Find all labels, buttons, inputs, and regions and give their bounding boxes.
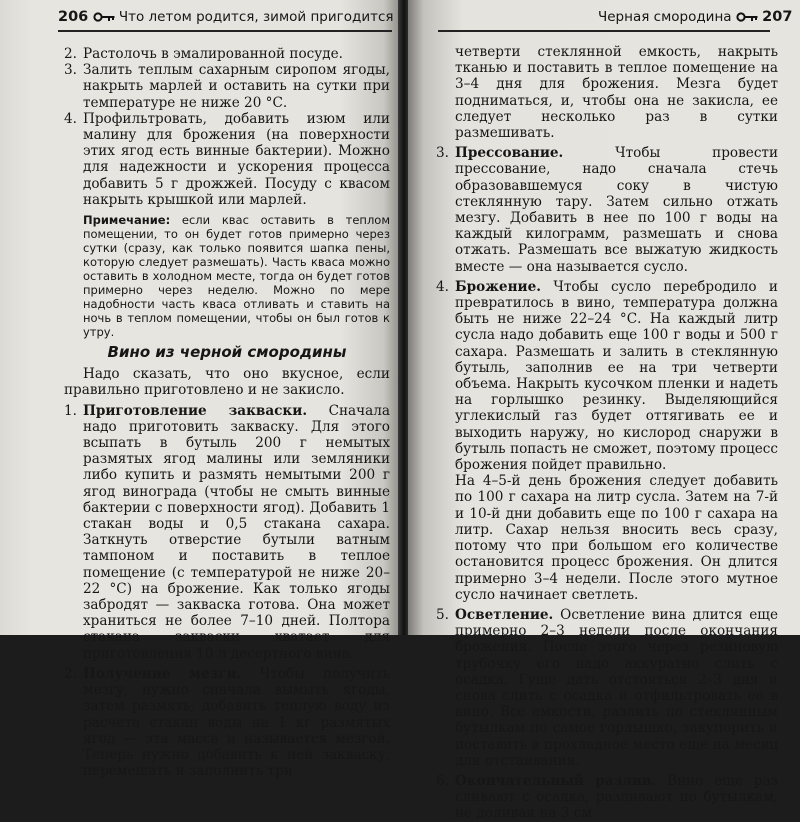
key-icon <box>93 12 115 22</box>
page-number-right: 207 <box>762 9 793 25</box>
note-label: Примечание: <box>83 213 171 228</box>
list-item: 3. Залить теплым сахарным сиропом ягоды, накрыть марлей и оставить на сутки при температуре не ниже 20 °С. <box>64 62 390 111</box>
list-item: 5. Осветление. Осветление вина длится еще примерно 2–3 недели после окончания брожения. После этого через резиновую трубочку его надо аккуратно слить с осадка. Гуще дать отстояться 2–3 дня и снова слить с осадка и отфильтровать ее в вино. Все емкости, разлить по стеклянным бутылкам по самое горлышко, закупорить и поставить в прохладное место еще на месяц для отстаивания. <box>436 606 778 769</box>
header-rule-right <box>438 30 770 32</box>
left-page <box>0 0 400 780</box>
right-page-body <box>436 44 778 822</box>
right-page <box>408 0 800 822</box>
running-head-right: Черная смородина <box>598 9 732 25</box>
continuation-paragraph: четверти стеклянной емкость, накрыть тканью и поставить в теплое помещение на 3–4 дня для брожения. Мезга будет подниматься, и, чтобы она не закисла, ее следует несколько раз в сутки размешивать. <box>455 44 778 142</box>
step-title: Окончательный разлив. <box>455 772 657 789</box>
note-block <box>64 213 390 339</box>
step-title: Приготовление закваски. <box>83 402 308 419</box>
list-item: 2. Получение мезги. Чтобы получить мезгу, нужно сначала вымыть ягоды, затем размять, добавить теплую воду из расчета стакан воды на 1 кг размятых ягод — эта масса и называется мезгой. Теперь нужно добавить к ней закваску, перемешать и заполнить три <box>64 665 391 780</box>
left-page-body <box>64 46 390 779</box>
right-running-head <box>598 9 792 25</box>
list-item: 2. Растолочь в эмалированной посуде. <box>64 46 343 62</box>
list-item: 4. Брожение. Чтобы сусло перебродило и превратилось в вино, температура должна быть не ниже 22–24 °С. На каждый литр сусла надо добавить еще 100 г воды и 500 г сахара. Размешать и залить в стеклянную бутыль, заполнив ее на три четверти объема. Накрыть кусочком пленки и надеть на горлышко резинку. Выделяющийся углекислый газ будет оттягивать ее и выходить наружу, но кислород снаружи в бутыль попасть не сможет, поэтому процесс брожения пойдет правильно. <box>436 278 778 474</box>
list-item: 6. Окончательный разлив. Вино еще раз сливают с осадка, разливают по бутылкам, не доливая на 3 см <box>436 772 779 822</box>
section-title: Вино из черной смородины <box>107 343 347 362</box>
list-item: 4. Профильтровать, добавить изюм или малину для брожения (на поверхности этих ягод есть винные бактерии). Можно для надежности и ускорения процесса добавить 5 г дрожжей. Посуду с квасом накрыть крышкой или марлей. <box>64 110 390 208</box>
step-title: Прессование. <box>455 145 564 162</box>
note-text: если квас оставить в теплом помещении, то он будет готов примерно через сутки (сразу, как только появится шапка пены, которую следует размешать). Часть кваса можно оставить в холодном месте, тогда он будет готов примерно через неделю. Можно по мере надобности часть кваса отливать и ставить на ночь в теплом помещении, чтобы он был готов к утру. <box>83 213 391 340</box>
list-item: 1. Приготовление закваски. Сначала надо приготовить закваску. Для этого всыпать в бутыль 200 г немытых размятых ягод малины или земляники либо купить и размять немытыми 200 г ягод винограда (чтобы не смыть винные бактерии с поверхности ягод). Добавить 1 стакан воды и 0,5 стакана сахара. Заткнуть отверстие бутыли ватным тампоном и поставить в теплое помещение (с температурой не ниже 20–22 °С) на брожение. Как только ягоды забродят — закваска готова. Она может храниться не более 7–10 дней. Полтора стакана закваски хватает для приготовления 10 л десертного вина. <box>64 402 390 662</box>
list-item: 3. Прессование. Чтобы провести прессование, надо сначала стечь образовавшемуся соку в чистую стеклянную тару. Затем сильно отжать мезгу. Добавить в нее по 100 г воды на каждый килограмм, размешать и снова отжать. Размешать все выжатую жидкость вместе — она называется сусло. <box>436 145 779 275</box>
key-icon <box>736 12 758 22</box>
header-rule-left <box>58 30 392 32</box>
intro-paragraph: Надо сказать, что оно вкусное, если правильно приготовлено и не закисло. <box>64 366 390 399</box>
left-running-head <box>58 9 394 25</box>
step-title: Получение мезги. <box>83 665 242 682</box>
step-title: Осветление. <box>455 606 554 623</box>
page-number-left: 206 <box>58 9 89 25</box>
step-title: Брожение. <box>455 278 541 295</box>
paragraph: На 4–5-й день брожения следует добавить по 100 г сахара на литр сусла. Затем на 7-й и 10-й дни добавить еще по 100 г сахара на литр. Сахар нельзя вносить весь сразу, потому что при большом его количестве остановится процесс брожения. Он длится примерно 3–4 недели. После этого мутное сусло начинает светлеть. <box>455 473 778 603</box>
running-head-left: Что летом родится, зимой пригодится <box>118 9 394 25</box>
